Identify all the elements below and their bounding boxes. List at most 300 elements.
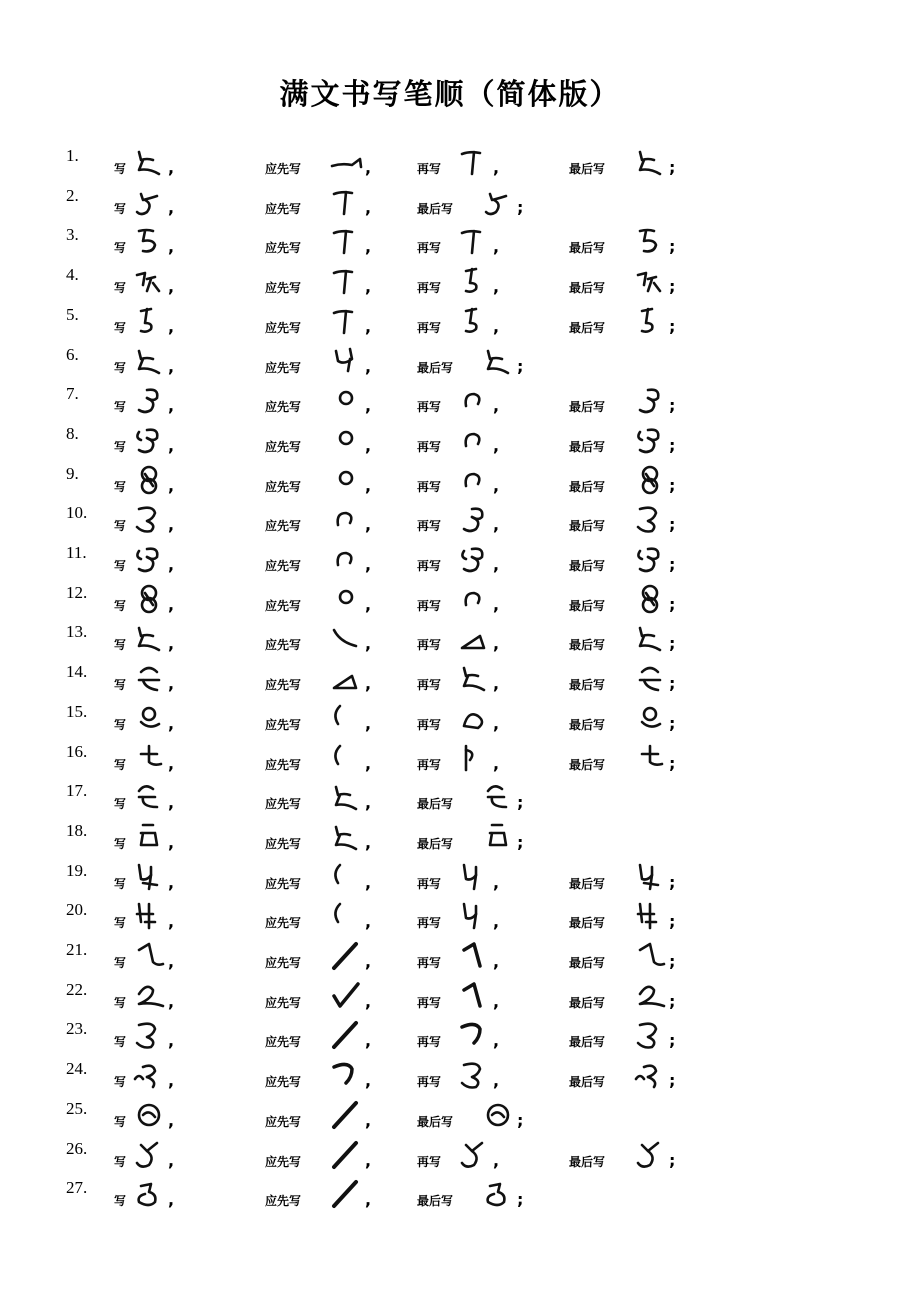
step-label: 写 [114,956,127,970]
row-number: 20. [66,900,88,920]
stroke-row [0,861,920,901]
step-label: 应先写 [265,479,302,494]
comma-mark: , [493,475,500,495]
semicolon-mark: ; [669,396,676,416]
manchu-glyph-icon [633,900,667,932]
step-label: 写 [114,479,127,494]
semicolon-mark: ; [517,793,524,813]
comma-mark: , [168,753,175,773]
stroke-row [0,662,920,702]
semicolon-mark: ; [517,832,524,852]
semicolon-mark: ; [517,1110,524,1130]
manchu-glyph-icon [633,384,667,416]
comma-mark: , [493,515,500,535]
comma-mark: , [168,515,175,535]
manchu-glyph-icon [132,1019,166,1051]
comma-mark: , [493,1071,500,1091]
comma-mark: , [365,555,372,574]
manchu-glyph-icon [457,305,491,337]
step-label: 写 [114,598,127,613]
row-number: 11. [66,543,87,562]
manchu-glyph-icon [457,1139,491,1171]
step-label: 再写 [417,559,442,573]
step-label: 最后写 [569,876,606,891]
manchu-glyph-icon [132,265,166,297]
comma-mark: , [493,634,500,654]
manchu-glyph-icon [329,543,363,575]
stroke-row [0,980,920,1020]
manchu-glyph-icon [329,583,363,615]
step-label: 写 [114,1194,127,1209]
manchu-glyph-icon [329,940,363,972]
comma-mark: , [168,912,175,932]
manchu-glyph-icon [457,265,491,297]
step-label: 写 [114,638,127,653]
row-number: 13. [66,622,88,642]
comma-mark: , [365,594,372,614]
comma-mark: , [168,396,175,416]
manchu-glyph-icon [329,900,363,932]
comma-mark: , [493,952,500,971]
comma-mark: , [365,1190,372,1210]
manchu-glyph-icon [132,186,166,218]
step-label: 应先写 [265,757,302,772]
manchu-glyph-icon [132,424,166,456]
stroke-row [0,821,920,861]
comma-mark: , [365,237,372,257]
comma-mark: , [168,594,175,614]
semicolon-mark: ; [517,356,524,376]
comma-mark: , [493,753,500,773]
stroke-row [0,424,920,464]
step-label: 写 [114,559,127,573]
step-label: 再写 [417,1154,442,1169]
manchu-glyph-icon [132,305,166,337]
comma-mark: , [365,158,372,177]
manchu-glyph-icon [457,742,491,774]
step-label: 再写 [417,1075,442,1090]
comma-mark: , [365,912,372,932]
row-number: 10. [66,503,88,523]
stroke-row [0,345,920,385]
manchu-glyph-icon [481,1099,515,1131]
manchu-glyph-icon [132,1178,166,1210]
semicolon-mark: ; [669,1071,676,1091]
step-label: 应先写 [265,638,302,653]
step-label: 最后写 [569,519,606,534]
step-label: 应先写 [265,320,302,335]
manchu-glyph-icon [329,702,363,734]
step-label: 写 [114,162,127,176]
manchu-glyph-icon [633,265,667,297]
step-label: 写 [114,916,127,931]
manchu-glyph-icon [457,622,491,654]
manchu-glyph-icon [329,821,363,853]
comma-mark: , [365,793,372,813]
step-label: 应先写 [265,1194,302,1209]
manchu-glyph-icon [457,1019,491,1051]
stroke-row [0,225,920,265]
comma-mark: , [365,991,372,1011]
comma-mark: , [365,396,372,416]
step-label: 应先写 [265,1075,302,1090]
manchu-glyph-icon [132,543,166,575]
comma-mark: , [168,158,175,177]
step-label: 写 [114,1154,127,1169]
manchu-glyph-icon [457,583,491,615]
comma-mark: , [365,1110,372,1130]
row-number: 1. [66,146,79,165]
stroke-row [0,186,920,226]
row-number: 2. [66,185,79,205]
comma-mark: , [365,197,372,217]
stroke-row [0,702,920,742]
manchu-glyph-icon [132,622,166,654]
row-number: 26. [66,1138,88,1158]
comma-mark: , [365,435,372,455]
manchu-glyph-icon [633,225,667,257]
comma-mark: , [493,435,500,455]
row-number: 17. [66,781,88,801]
comma-mark: , [168,197,175,217]
row-number: 12. [66,582,88,602]
step-label: 写 [114,797,127,812]
step-label: 应先写 [265,400,302,415]
comma-mark: , [493,674,500,694]
manchu-glyph-icon [633,1019,667,1051]
comma-mark: , [168,1150,175,1170]
step-label: 最后写 [569,1035,606,1050]
row-number: 22. [66,979,88,999]
manchu-glyph-icon [457,861,491,893]
comma-mark: , [493,872,500,892]
comma-mark: , [365,1031,372,1051]
comma-mark: , [168,237,175,257]
stroke-row [0,305,920,345]
step-label: 再写 [417,479,442,494]
stroke-row [0,464,920,504]
manchu-glyph-icon [132,345,166,377]
step-label: 再写 [417,519,442,534]
semicolon-mark: ; [669,237,676,257]
manchu-glyph-icon [329,980,363,1012]
comma-mark: , [493,912,500,932]
comma-mark: , [365,475,372,495]
manchu-glyph-icon [329,345,363,377]
manchu-glyph-icon [633,464,667,496]
step-label: 写 [114,836,127,851]
semicolon-mark: ; [669,1150,676,1170]
manchu-glyph-icon [633,742,667,774]
manchu-glyph-icon [633,583,667,615]
step-label: 最后写 [417,1114,454,1129]
step-label: 最后写 [569,995,606,1010]
step-label: 应先写 [265,717,302,732]
step-label: 应先写 [265,439,302,454]
manchu-glyph-icon [457,424,491,456]
semicolon-mark: ; [669,158,676,177]
step-label: 应先写 [265,360,302,375]
step-label: 应先写 [265,519,302,534]
step-label: 最后写 [417,201,454,216]
stroke-row [0,742,920,782]
comma-mark: , [365,356,372,376]
manchu-glyph-icon [633,305,667,337]
manchu-glyph-icon [481,186,515,218]
step-label: 再写 [417,876,442,891]
step-label: 最后写 [569,956,606,970]
manchu-glyph-icon [457,543,491,575]
comma-mark: , [493,555,500,574]
step-label: 写 [114,201,127,216]
step-label: 最后写 [569,400,606,415]
row-number: 8. [66,423,79,443]
step-label: 应先写 [265,876,302,891]
row-number: 18. [66,820,88,840]
comma-mark: , [365,713,372,733]
page-title: 满文书写笔顺（简体版） [279,77,621,111]
comma-mark: , [168,356,175,376]
manchu-glyph-icon [633,424,667,456]
step-label: 写 [114,400,127,415]
manchu-glyph-icon [132,781,166,813]
comma-mark: , [493,594,500,614]
manchu-glyph-icon [132,146,166,178]
row-number: 14. [66,662,88,682]
step-label: 写 [114,995,127,1010]
comma-mark: , [493,991,500,1011]
manchu-glyph-icon [457,146,491,178]
comma-mark: , [168,793,175,813]
comma-mark: , [493,237,500,257]
manchu-glyph-icon [329,1059,363,1091]
step-label: 应先写 [265,995,302,1010]
manchu-glyph-icon [481,781,515,813]
row-number: 24. [66,1059,88,1079]
manchu-glyph-icon [132,821,166,853]
manchu-glyph-icon [457,900,491,932]
manchu-glyph-icon [633,1059,667,1091]
step-label: 再写 [417,678,442,693]
comma-mark: , [168,952,175,971]
comma-mark: , [493,316,500,336]
comma-mark: , [493,396,500,416]
semicolon-mark: ; [669,991,676,1011]
semicolon-mark: ; [517,1190,524,1210]
manchu-glyph-icon [132,702,166,734]
step-label: 应先写 [265,241,302,256]
step-label: 写 [114,678,127,693]
step-label: 应先写 [265,797,302,812]
step-label: 写 [114,360,127,375]
semicolon-mark: ; [669,912,676,932]
semicolon-mark: ; [669,634,676,654]
step-label: 应先写 [265,916,302,931]
manchu-glyph-icon [132,384,166,416]
manchu-glyph-icon [132,503,166,535]
semicolon-mark: ; [517,197,524,217]
semicolon-mark: ; [669,594,676,614]
step-label: 最后写 [569,1154,606,1169]
step-label: 最后写 [569,479,606,494]
comma-mark: , [168,1110,175,1130]
manchu-glyph-icon [132,583,166,615]
manchu-glyph-icon [132,662,166,694]
manchu-glyph-icon [329,464,363,496]
comma-mark: , [168,475,175,495]
step-label: 最后写 [569,320,606,335]
manchu-glyph-icon [329,742,363,774]
step-label: 最后写 [569,678,606,693]
manchu-glyph-icon [329,225,363,257]
manchu-glyph-icon [132,1099,166,1131]
row-number: 3. [66,225,79,245]
step-label: 再写 [417,757,442,772]
stroke-row [0,543,920,583]
stroke-row [0,1139,920,1179]
step-label: 写 [114,281,127,296]
manchu-glyph-icon [132,861,166,893]
step-label: 最后写 [417,360,454,375]
row-number: 25. [66,1098,88,1118]
comma-mark: , [168,1071,175,1091]
step-label: 应先写 [265,201,302,216]
stroke-row [0,146,920,186]
semicolon-mark: ; [669,316,676,336]
step-label: 最后写 [569,916,606,931]
step-label: 写 [114,876,127,891]
semicolon-mark: ; [669,277,676,297]
manchu-glyph-icon [329,1019,363,1051]
step-label: 写 [114,241,127,256]
manchu-glyph-icon [633,702,667,734]
manchu-glyph-icon [633,146,667,178]
comma-mark: , [365,872,372,892]
step-label: 再写 [417,281,442,296]
manchu-glyph-icon [132,742,166,774]
manchu-glyph-icon [457,980,491,1012]
stroke-row [0,583,920,623]
step-label: 再写 [417,995,442,1010]
manchu-glyph-icon [633,980,667,1012]
step-label: 写 [114,439,127,454]
comma-mark: , [168,277,175,297]
manchu-glyph-icon [329,265,363,297]
step-label: 再写 [417,320,442,335]
step-label: 写 [114,1035,127,1050]
comma-mark: , [493,1150,500,1170]
manchu-glyph-icon [457,384,491,416]
comma-mark: , [365,1071,372,1091]
manchu-glyph-icon [329,662,363,694]
manchu-glyph-icon [633,503,667,535]
semicolon-mark: ; [669,475,676,495]
comma-mark: , [365,1150,372,1170]
comma-mark: , [493,277,500,297]
comma-mark: , [365,753,372,773]
step-label: 再写 [417,1035,442,1050]
step-label: 再写 [417,162,442,176]
row-number: 15. [66,701,88,721]
manchu-glyph-icon [481,821,515,853]
stroke-row [0,384,920,424]
step-label: 应先写 [265,559,302,573]
step-label: 再写 [417,956,442,970]
stroke-row [0,900,920,940]
manchu-glyph-icon [329,384,363,416]
stroke-row [0,1178,920,1218]
step-label: 应先写 [265,281,302,296]
manchu-glyph-icon [457,702,491,734]
manchu-glyph-icon [132,1139,166,1171]
stroke-row [0,1099,920,1139]
row-number: 27. [66,1178,88,1198]
step-label: 再写 [417,400,442,415]
comma-mark: , [168,674,175,694]
step-label: 写 [114,1075,127,1090]
manchu-glyph-icon [481,1178,515,1210]
step-label: 再写 [417,598,442,613]
step-label: 应先写 [265,1114,302,1129]
step-label: 写 [114,717,127,732]
comma-mark: , [365,952,372,971]
manchu-glyph-icon [457,225,491,257]
step-label: 应先写 [265,836,302,851]
comma-mark: , [493,1031,500,1051]
manchu-glyph-icon [633,622,667,654]
manchu-glyph-icon [329,424,363,456]
comma-mark: , [168,713,175,733]
row-number: 9. [66,463,79,483]
step-label: 最后写 [417,797,454,812]
manchu-glyph-icon [132,940,166,972]
step-label: 再写 [417,717,442,732]
comma-mark: , [365,634,372,654]
manchu-glyph-icon [633,543,667,575]
manchu-glyph-icon [481,345,515,377]
step-label: 写 [114,1114,127,1129]
comma-mark: , [168,634,175,654]
semicolon-mark: ; [669,555,676,574]
comma-mark: , [365,316,372,336]
manchu-glyph-icon [329,305,363,337]
semicolon-mark: ; [669,753,676,773]
manchu-glyph-icon [457,940,491,972]
row-number: 5. [66,304,79,324]
step-label: 写 [114,519,127,534]
manchu-glyph-icon [329,781,363,813]
manchu-glyph-icon [132,464,166,496]
step-label: 再写 [417,439,442,454]
comma-mark: , [168,1190,175,1210]
manchu-glyph-icon [329,1178,363,1210]
manchu-glyph-icon [457,464,491,496]
stroke-row [0,781,920,821]
step-label: 最后写 [569,162,606,176]
step-label: 最后写 [569,717,606,732]
step-label: 应先写 [265,598,302,613]
stroke-row [0,1019,920,1059]
row-number: 6. [66,344,79,364]
step-label: 再写 [417,916,442,931]
manchu-glyph-icon [132,900,166,932]
manchu-glyph-icon [457,662,491,694]
manchu-glyph-icon [329,1139,363,1171]
semicolon-mark: ; [669,1031,676,1051]
step-label: 最后写 [569,598,606,613]
comma-mark: , [493,713,500,733]
row-number: 7. [66,384,79,404]
